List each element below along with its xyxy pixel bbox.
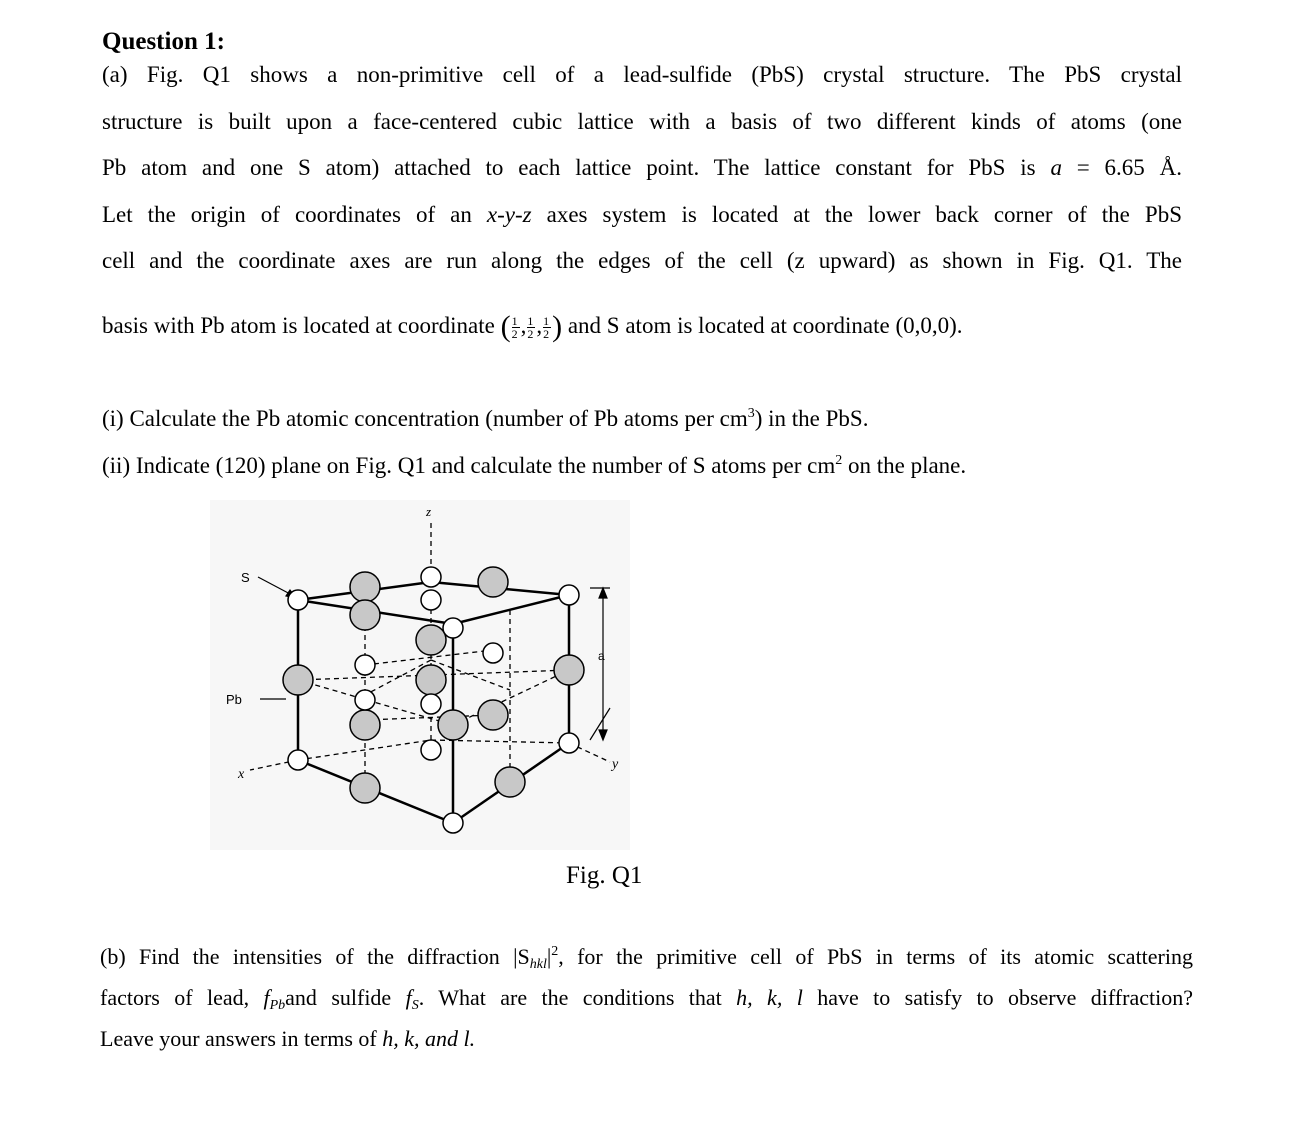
part-b-line-3: Leave your answers in terms of h, k, and l. bbox=[100, 1026, 476, 1051]
label-x: x bbox=[238, 767, 245, 782]
part-a-line-4: Let the origin of coordinates of an x-y-z axes system is located at the lower back corner of the PbS bbox=[102, 202, 1182, 227]
fraction-half-3: $\frac{1}{2}$ bbox=[543, 314, 550, 342]
part-a-line-5: cell and the coordinate axes are run along the edges of the cell (z upward) as shown in Fig. Q1. The bbox=[102, 248, 1182, 273]
part-b-line-1: (b) Find the intensities of the diffraction $|S_{hkl}|^2$, for the primitive cell of PbS in terms of its atomic scattering bbox=[100, 944, 1193, 972]
label-a: a bbox=[598, 649, 605, 663]
question-title: Question 1: bbox=[102, 28, 225, 55]
figure-caption: Fig. Q1 bbox=[566, 862, 643, 889]
fraction-half-2: $\frac{1}{2}$ bbox=[527, 314, 534, 342]
part-a-line-2: structure is built upon a face-centered cubic lattice with a basis of two different kinds of atoms (one bbox=[102, 109, 1182, 134]
part-b bbox=[100, 940, 1193, 1055]
label-pb: Pb bbox=[226, 692, 242, 707]
sub-question-ii: (ii) Indicate (120) plane on Fig. Q1 and calculate the number of S atoms per $cm^2$ on the plane. bbox=[102, 453, 967, 478]
label-z: z bbox=[426, 504, 432, 519]
pbs-crystal-figure bbox=[210, 500, 630, 850]
part-b-line-2: factors of lead, $f_{Pb}and$ sulfide $f_S$. What are the conditions that h, k, l have to satisfy to observe diffraction? bbox=[100, 985, 1193, 1013]
part-a-line-1: (a) Fig. Q1 shows a non-primitive cell of a lead-sulfide (PbS) crystal structure. The PbS crystal bbox=[102, 62, 1182, 87]
part-a-line-6: basis with Pb atom is located at coordinate ( $\frac{1}{2}$ , $\frac{1}{2}$ , $\frac{1}{2}$ ) and S atom is located at coordinate (0,0,0). bbox=[102, 310, 963, 343]
sub-question-i: (i) Calculate the Pb atomic concentration (number of Pb atoms per $cm^3$) in the PbS. bbox=[102, 406, 869, 431]
fraction-half-1: $\frac{1}{2}$ bbox=[511, 314, 518, 342]
label-y: y bbox=[612, 757, 619, 772]
crystal-diagram bbox=[210, 500, 630, 850]
label-s: S bbox=[241, 570, 250, 585]
part-a-line-3: Pb atom and one S atom) attached to each lattice point. The lattice constant for PbS is a = 6.65 Å. bbox=[102, 155, 1182, 180]
